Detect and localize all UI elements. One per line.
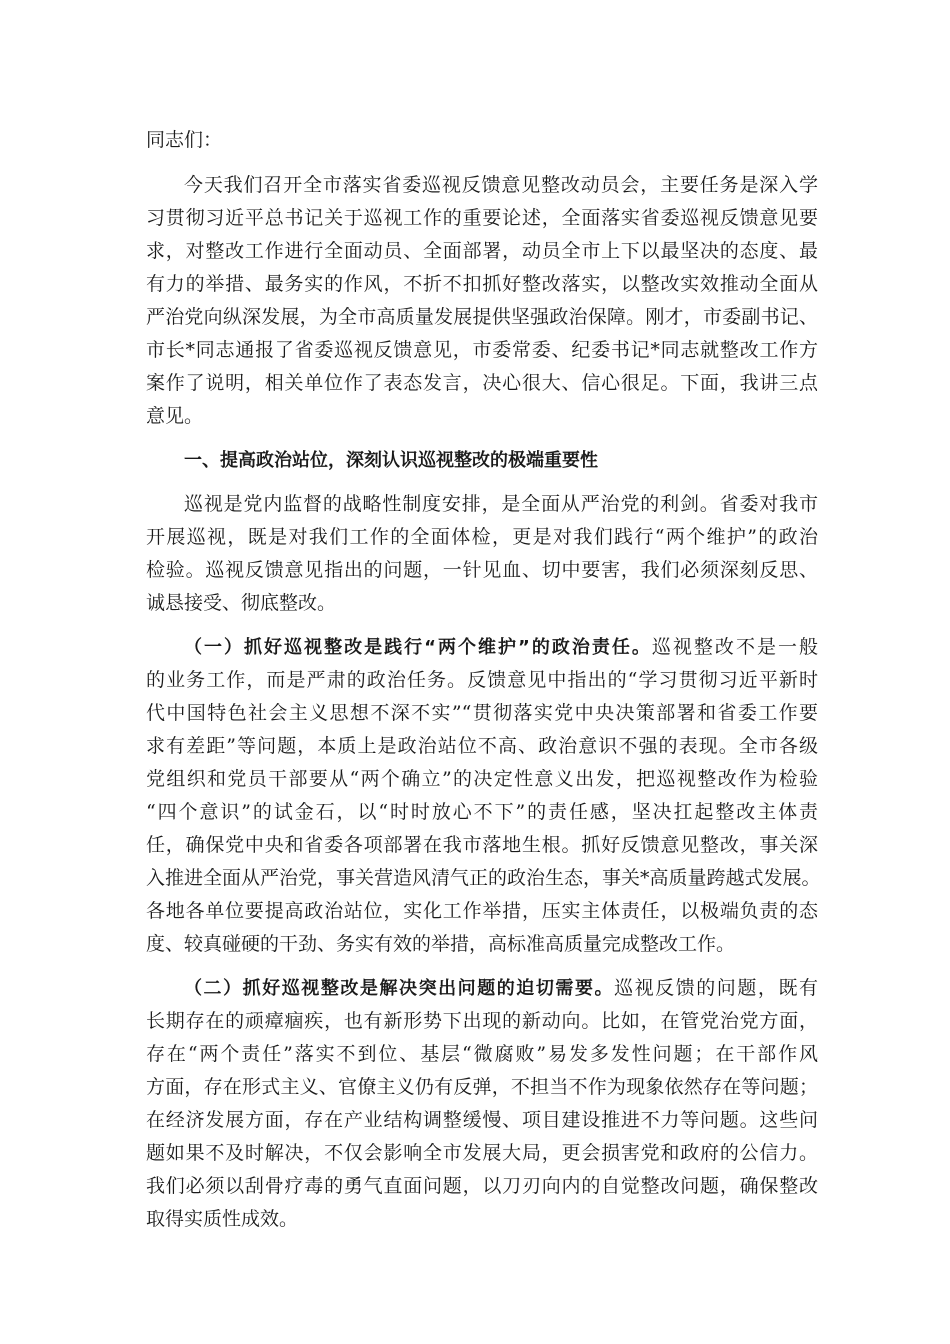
- intro-line: 严治党向纵深发展，为全市高质量发展提供坚强政治保障。刚才，市委副书记、: [146, 306, 818, 328]
- point2-paragraph: [146, 972, 818, 1236]
- point2-line: 方面，存在形式主义、官僚主义仍有反弹，不担当不作为现象依然存在等问题；: [146, 1076, 818, 1098]
- point2-line: 题如果不及时解决，不仅会影响全市发展大局，更会损害党和政府的公信力。: [146, 1142, 818, 1164]
- point1-line: 各地各单位要提高政治站位，实化工作举措，压实主体责任，以极端负责的态: [146, 900, 818, 922]
- point2-first-line: [146, 972, 818, 1005]
- intro-line: 习贯彻习近平总书记关于巡视工作的重要论述，全面落实省委巡视反馈意见要: [146, 207, 818, 229]
- document-page: [146, 124, 821, 1247]
- point2-line: 取得实质性成效。: [146, 1208, 299, 1230]
- section-heading: 一、提高政治站位，深刻认识巡视整改的极端重要性: [184, 450, 598, 471]
- point1-line: 度、较真碰硬的干劲、务实有效的举措，高标准高质量完成整改工作。: [146, 933, 736, 955]
- point2-lead: （二）抓好巡视整改是解决突出问题的迫切需要。: [184, 978, 615, 999]
- point2-first-rest: 巡视反馈的问题，既有: [614, 977, 818, 999]
- intro-line: 意见。: [146, 405, 204, 427]
- point1-line: 入推进全面从严治党，事关营造风清气正的政治生态，事关*高质量跨越式发展。: [146, 867, 821, 889]
- section1-paragraph: [146, 488, 818, 620]
- section1-line: 巡视是党内监督的战略性制度安排，是全面从严治党的利剑。省委对我市: [184, 493, 818, 515]
- point1-paragraph: [146, 631, 821, 961]
- intro-line: 有力的举措、最务实的作风，不折不扣抓好整改落实，以整改实效推动全面从: [146, 273, 818, 295]
- point1-first-line: [146, 631, 818, 664]
- point1-line: 党组织和党员干部要从“两个确立”的决定性意义出发，把巡视整改作为检验: [146, 768, 818, 790]
- section1-line: 开展巡视，既是对我们工作的全面体检，更是对我们践行“两个维护”的政治: [146, 526, 818, 548]
- section1-line: 检验。巡视反馈意见指出的问题，一针见血、切中要害，我们必须深刻反思、: [146, 559, 818, 581]
- point1-line: “四个意识”的试金石，以“时时放心不下”的责任感，坚决扛起整改主体责: [146, 801, 818, 823]
- intro-line: 今天我们召开全市落实省委巡视反馈意见整改动员会，主要任务是深入学: [184, 174, 818, 196]
- intro-line: 案作了说明，相关单位作了表态发言，决心很大、信心很足。下面，我讲三点: [146, 372, 818, 394]
- point2-line: 存在“两个责任”落实不到位、基层“微腐败”易发多发性问题；在干部作风: [146, 1043, 818, 1065]
- point1-line: 代中国特色社会主义思想不深不实”“贯彻落实党中央决策部署和省委工作要: [146, 702, 818, 724]
- point2-line: 我们必须以刮骨疗毒的勇气直面问题，以刀刃向内的自觉整改问题，确保整改: [146, 1175, 818, 1197]
- point1-line: 任，确保党中央和省委各项部署在我市落地生根。抓好反馈意见整改，事关深: [146, 834, 818, 856]
- section1-line: 诚恳接受、彻底整改。: [146, 592, 337, 614]
- intro-paragraph: [146, 169, 818, 433]
- intro-line: 市长*同志通报了省委巡视反馈意见，市委常委、纪委书记*同志就整改工作方: [146, 339, 818, 361]
- intro-line: 求，对整改工作进行全面动员、全面部署，动员全市上下以最坚决的态度、最: [146, 240, 818, 262]
- point2-line: 在经济发展方面，存在产业结构调整缓慢、项目建设推进不力等问题。这些问: [146, 1109, 818, 1131]
- point1-lead: （一）抓好巡视整改是践行“两个维护”的政治责任。: [184, 637, 652, 658]
- point1-first-rest: 巡视整改不是一般: [651, 636, 818, 658]
- point1-line: 求有差距”等问题，本质上是政治站位不高、政治意识不强的表现。全市各级: [146, 735, 818, 757]
- point2-line: 长期存在的顽瘴痼疾，也有新形势下出现的新动向。比如，在管党治党方面，: [146, 1010, 818, 1032]
- point1-line: 的业务工作，而是严肃的政治任务。反馈意见中指出的“学习贯彻习近平新时: [146, 669, 818, 691]
- greeting: 同志们：: [146, 129, 223, 151]
- section1-heading-block: [146, 444, 818, 477]
